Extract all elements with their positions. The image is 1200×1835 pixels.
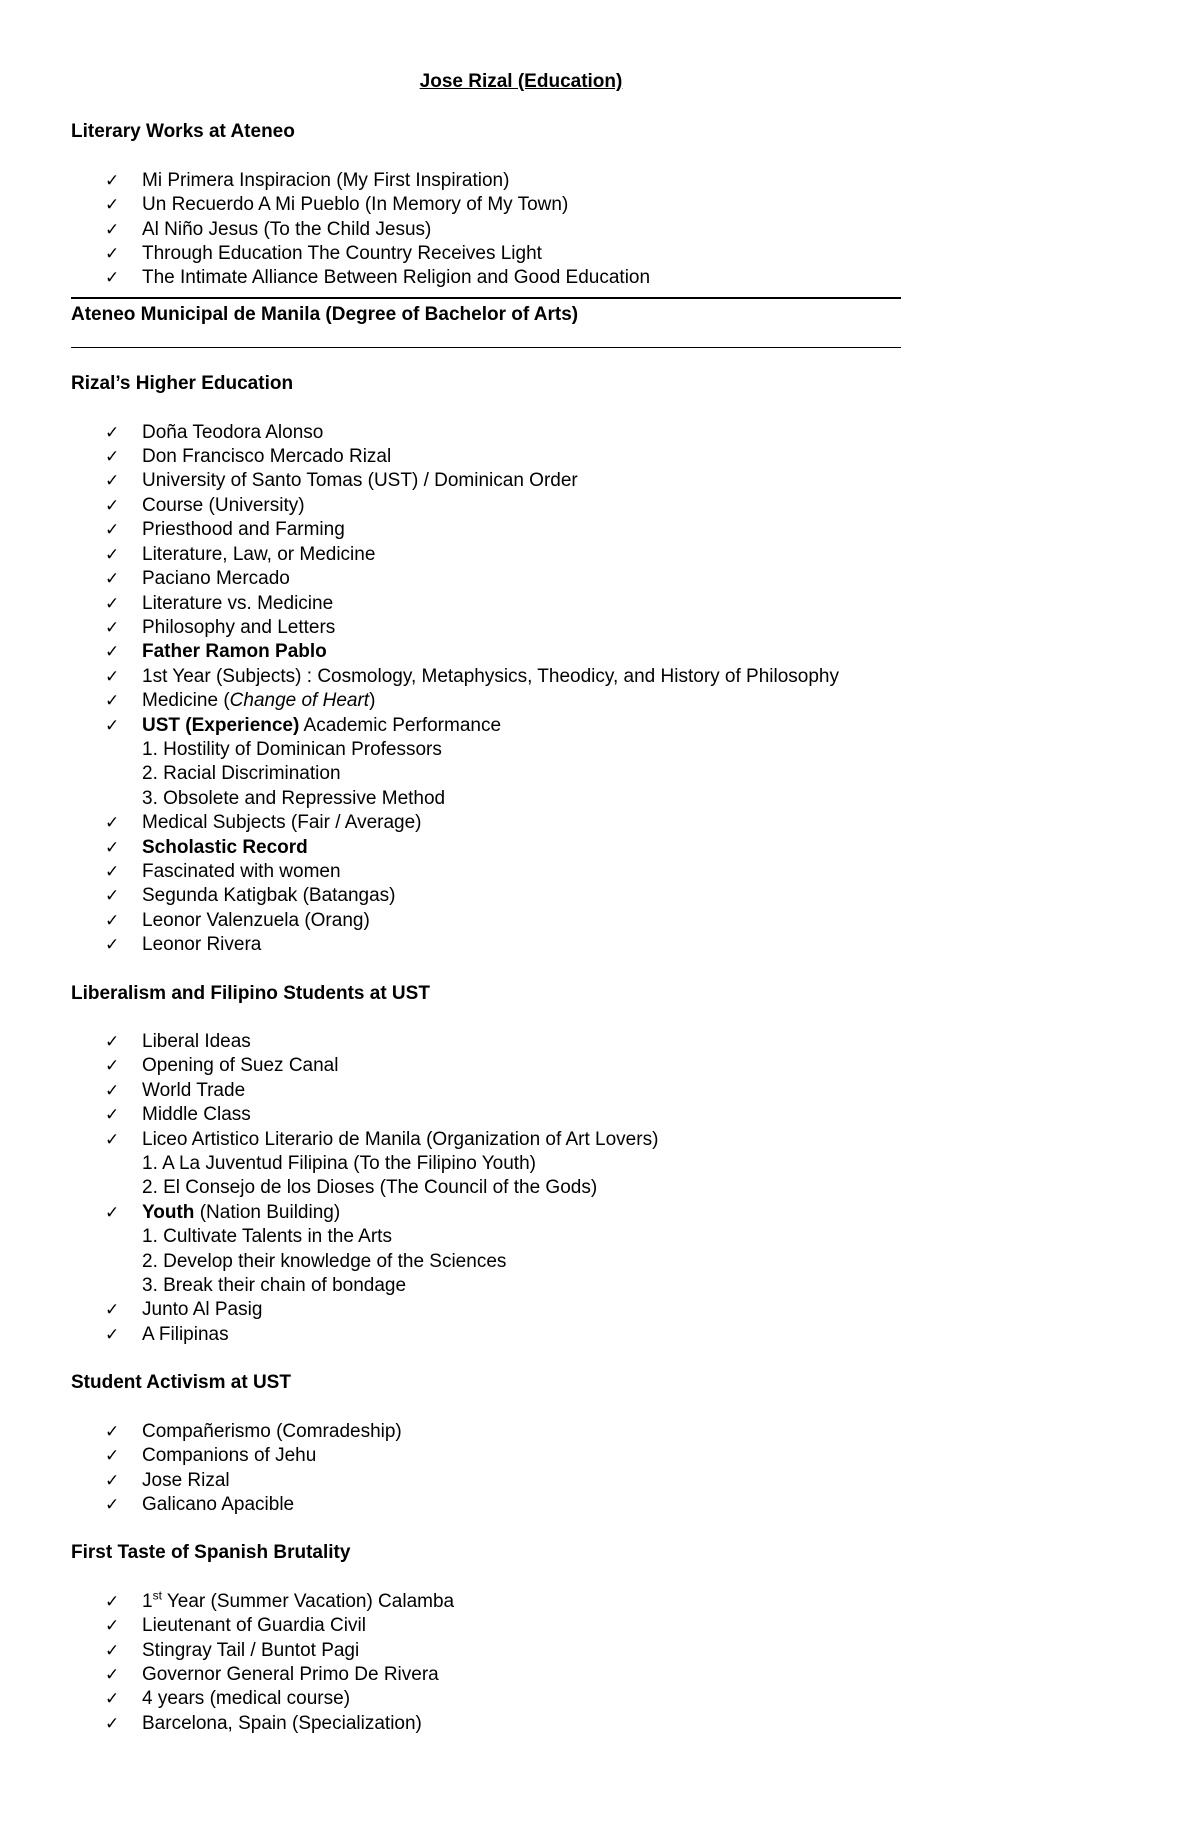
list-item: ✓ Middle Class — [71, 1103, 901, 1127]
checkmark-icon: ✓ — [105, 1591, 120, 1612]
checkmark-icon: ✓ — [105, 1202, 120, 1223]
checkmark-icon: ✓ — [105, 471, 120, 492]
checkmark-icon: ✓ — [105, 1324, 120, 1345]
sub-item: 2. El Consejo de los Dioses (The Council of the Gods) — [142, 1177, 598, 1199]
sub-item: 1. A La Juventud Filipina (To the Filipino Youth) — [142, 1153, 536, 1175]
checkmark-icon: ✓ — [105, 1080, 120, 1101]
list-item: ✓ Youth (Nation Building) — [71, 1201, 901, 1225]
list-item: ✓ Medical Subjects (Fair / Average) — [71, 811, 901, 835]
liberalism-list-continued — [71, 1298, 901, 1347]
checkmark-icon: ✓ — [105, 569, 120, 590]
checkmark-icon: ✓ — [105, 715, 120, 736]
checkmark-icon: ✓ — [105, 837, 120, 858]
list-item: ✓ Through Education The Country Receives Light — [71, 242, 901, 266]
list-item: ✓ Al Niño Jesus (To the Child Jesus) — [71, 218, 901, 242]
list-item: ✓ Liberal Ideas — [71, 1030, 901, 1054]
list-item: ✓ Fascinated with women — [71, 860, 901, 884]
list-item: ✓ Lieutenant of Guardia Civil — [71, 1614, 901, 1638]
checkmark-icon: ✓ — [105, 219, 120, 240]
list-item: ✓ A Filipinas — [71, 1323, 901, 1347]
brutality-list — [71, 1590, 901, 1736]
list-item: ✓ Compañerismo (Comradeship) — [71, 1420, 901, 1444]
checkmark-icon: ✓ — [105, 617, 120, 638]
liberalism-list — [71, 1030, 901, 1152]
higher-education-list-continued — [71, 811, 901, 957]
checkmark-icon: ✓ — [105, 422, 120, 443]
document-title: Jose Rizal (Education) — [419, 71, 623, 92]
list-item: ✓ The Intimate Alliance Between Religion and Good Education — [71, 266, 901, 290]
divider-top — [71, 297, 901, 299]
checkmark-icon: ✓ — [105, 520, 120, 541]
list-item: ✓ 1st Year (Summer Vacation) Calamba — [71, 1590, 901, 1614]
list-item: ✓ Literature vs. Medicine — [71, 592, 901, 616]
sub-item: 3. Break their chain of bondage — [142, 1275, 407, 1297]
list-item: ✓ 1st Year (Subjects) : Cosmology, Metaphysics, Theodicy, and History of Philosophy — [71, 665, 901, 689]
sub-item: 1. Hostility of Dominican Professors — [142, 738, 442, 760]
checkmark-icon: ✓ — [105, 1446, 120, 1467]
checkmark-icon: ✓ — [105, 813, 120, 834]
checkmark-icon: ✓ — [105, 886, 120, 907]
checkmark-icon: ✓ — [105, 1129, 120, 1150]
list-item: ✓ Un Recuerdo A Mi Pueblo (In Memory of My Town) — [71, 193, 901, 217]
sub-item: 3. Obsolete and Repressive Method — [142, 787, 446, 809]
list-item: ✓ Priesthood and Farming — [71, 518, 901, 542]
list-item: ✓ Course (University) — [71, 494, 901, 518]
higher-education-list — [71, 421, 901, 738]
checkmark-icon: ✓ — [105, 910, 120, 931]
checkmark-icon: ✓ — [105, 1616, 120, 1637]
list-item: ✓ Galicano Apacible — [71, 1493, 901, 1517]
sub-item: 2. Develop their knowledge of the Sciences — [142, 1250, 507, 1272]
checkmark-icon: ✓ — [105, 268, 120, 289]
checkmark-icon: ✓ — [105, 170, 120, 191]
liberalism-list-youth — [71, 1201, 901, 1225]
heading-ateneo-degree: Ateneo Municipal de Manila (Degree of Bachelor of Arts) — [71, 303, 579, 325]
list-item: ✓ Father Ramon Pablo — [71, 640, 901, 664]
checkmark-icon: ✓ — [105, 1713, 120, 1734]
list-item: ✓ Barcelona, Spain (Specialization) — [71, 1712, 901, 1736]
heading-higher-education: Rizal’s Higher Education — [71, 373, 294, 395]
list-item: ✓ Companions of Jehu — [71, 1444, 901, 1468]
checkmark-icon: ✓ — [105, 935, 120, 956]
checkmark-icon: ✓ — [105, 544, 120, 565]
checkmark-icon: ✓ — [105, 1105, 120, 1126]
list-item: ✓ 4 years (medical course) — [71, 1687, 901, 1711]
checkmark-icon: ✓ — [105, 1640, 120, 1661]
checkmark-icon: ✓ — [105, 1664, 120, 1685]
list-item: ✓ Liceo Artistico Literario de Manila (Organization of Art Lovers) — [71, 1128, 901, 1152]
activism-list — [71, 1420, 901, 1518]
checkmark-icon: ✓ — [105, 1421, 120, 1442]
sub-item: 2. Racial Discrimination — [142, 763, 341, 785]
list-item: ✓ Philosophy and Letters — [71, 616, 901, 640]
list-item: ✓ Literature, Law, or Medicine — [71, 543, 901, 567]
list-item: ✓ Stingray Tail / Buntot Pagi — [71, 1639, 901, 1663]
list-item: ✓ Opening of Suez Canal — [71, 1054, 901, 1078]
list-item: ✓ Junto Al Pasig — [71, 1298, 901, 1322]
list-item: ✓ Mi Primera Inspiracion (My First Inspiration) — [71, 169, 901, 193]
checkmark-icon: ✓ — [105, 642, 120, 663]
heading-liberalism: Liberalism and Filipino Students at UST — [71, 982, 430, 1004]
checkmark-icon: ✓ — [105, 1300, 120, 1321]
checkmark-icon: ✓ — [105, 1689, 120, 1710]
checkmark-icon: ✓ — [105, 593, 120, 614]
list-item: ✓ University of Santo Tomas (UST) / Dominican Order — [71, 469, 901, 493]
list-item: ✓ Jose Rizal — [71, 1469, 901, 1493]
heading-activism: Student Activism at UST — [71, 1372, 291, 1394]
list-item: ✓ Medicine (Change of Heart) — [71, 689, 901, 713]
list-item: ✓ Segunda Katigbak (Batangas) — [71, 884, 901, 908]
checkmark-icon: ✓ — [105, 1056, 120, 1077]
list-item: ✓ Doña Teodora Alonso — [71, 421, 901, 445]
checkmark-icon: ✓ — [105, 691, 120, 712]
list-item: ✓ Scholastic Record — [71, 836, 901, 860]
literary-works-list — [71, 169, 901, 291]
checkmark-icon: ✓ — [105, 447, 120, 468]
checkmark-icon: ✓ — [105, 666, 120, 687]
list-item: ✓ Paciano Mercado — [71, 567, 901, 591]
document-page — [71, 70, 901, 1736]
checkmark-icon: ✓ — [105, 244, 120, 265]
list-item: ✓ Leonor Valenzuela (Orang) — [71, 909, 901, 933]
checkmark-icon: ✓ — [105, 195, 120, 216]
checkmark-icon: ✓ — [105, 861, 120, 882]
list-item: ✓ Leonor Rivera — [71, 933, 901, 957]
list-item: ✓ UST (Experience) Academic Performance — [71, 714, 901, 738]
sub-item: 1. Cultivate Talents in the Arts — [142, 1226, 392, 1248]
list-item: ✓ World Trade — [71, 1079, 901, 1103]
checkmark-icon: ✓ — [105, 1470, 120, 1491]
checkmark-icon: ✓ — [105, 1494, 120, 1515]
list-item: ✓ Don Francisco Mercado Rizal — [71, 445, 901, 469]
list-item: ✓ Governor General Primo De Rivera — [71, 1663, 901, 1687]
heading-brutality: First Taste of Spanish Brutality — [71, 1542, 351, 1564]
checkmark-icon: ✓ — [105, 495, 120, 516]
checkmark-icon: ✓ — [105, 1032, 120, 1052]
heading-literary-works: Literary Works at Ateneo — [71, 121, 295, 143]
